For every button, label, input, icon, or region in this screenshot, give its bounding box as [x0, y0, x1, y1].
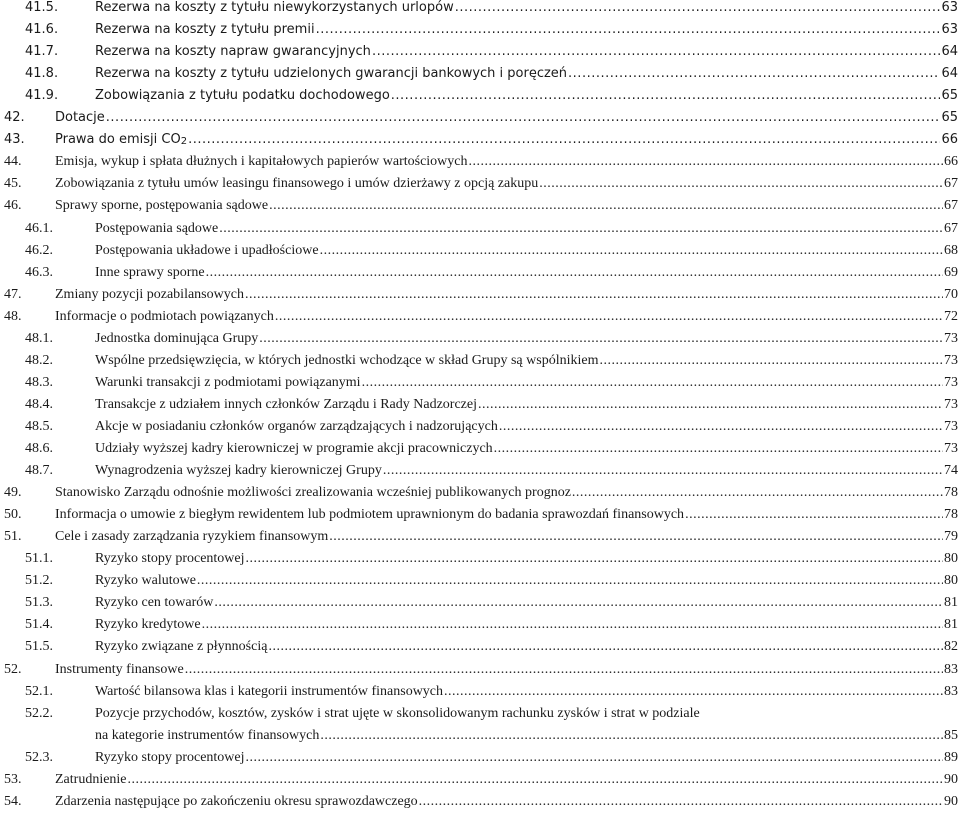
toc-entry-title-text: Dotacje [55, 110, 105, 126]
toc-entry-title [95, 418, 498, 435]
dot-leader [245, 286, 943, 303]
toc-entry-page: 73 [944, 330, 958, 346]
toc-entry-number: 51.5. [25, 639, 53, 655]
toc-entry-title-text: Informacja o umowie z biegłym rewidentem lub podmiotem uprawnionym do badania sprawozdań finansowych [55, 507, 685, 523]
toc-entry-title-text: Transakcje z udziałem innych członków Zarządu i Rady Nadzorczej [95, 396, 477, 412]
toc-entry-page: 81 [944, 595, 958, 611]
dot-leader [106, 109, 941, 126]
toc-entry-title [95, 440, 493, 457]
dot-leader [259, 330, 943, 347]
toc-entry-number: 41.5. [25, 0, 59, 15]
dot-leader [316, 21, 941, 38]
toc-entry-page: 73 [944, 352, 958, 368]
toc-entry-number: 48.3. [25, 374, 53, 390]
toc-entry-title [55, 661, 184, 678]
toc-entry-page: 67 [944, 176, 958, 192]
toc-entry-page: 69 [944, 264, 958, 280]
dot-leader [214, 594, 943, 611]
toc-entry-number: 41.7. [25, 44, 59, 60]
toc-entry-page: 73 [944, 374, 958, 390]
toc-entry-page: 79 [944, 529, 958, 545]
toc-entry-page: 90 [944, 771, 958, 787]
dot-leader [599, 352, 943, 369]
toc-entry-title-text: Ryzyko kredytowe [95, 617, 201, 633]
toc-entry-number: 53. [4, 771, 22, 787]
toc-entry-title-text: Sprawy sporne, postępowania sądowe [55, 198, 269, 214]
dot-leader [320, 242, 943, 259]
toc-entry-page: 81 [944, 617, 958, 633]
toc-entry-number: 46.2. [25, 242, 53, 258]
toc-entry-title [95, 462, 382, 479]
toc-entry-title [55, 286, 244, 303]
toc-entry-number: 51.1. [25, 551, 53, 567]
toc-entry-title [55, 109, 105, 126]
dot-leader [197, 572, 943, 589]
toc-entry-title-text: Zobowiązania z tytułu umów leasingu finansowego i umów dzierżawy z opcją zakupu [55, 176, 539, 192]
dot-leader [329, 528, 943, 545]
toc-entry-title [95, 264, 205, 281]
toc-entry-title-text: Postępowania sądowe [95, 220, 219, 236]
toc-entry-title [95, 638, 267, 655]
toc-entry-page: 89 [944, 749, 958, 765]
toc-entry-number: 52. [4, 661, 22, 677]
toc-entry-number: 42. [4, 110, 25, 126]
toc-entry-page: 63 [941, 0, 958, 15]
toc-entry-title-text: Postępowania układowe i upadłościowe [95, 242, 319, 258]
dot-leader [391, 87, 941, 104]
toc-entry-title [95, 242, 319, 259]
toc-entry-title: Pozycje przychodów, kosztów, zysków i strat ujęte w skonsolidowanym rachunku zysków i strat w podziale [95, 705, 700, 721]
toc-entry-title-text: Prawa do emisji CO [55, 132, 181, 148]
dot-leader [246, 749, 943, 766]
toc-entry-title [95, 550, 245, 567]
toc-entry-title [95, 749, 245, 766]
toc-entry-page: 78 [944, 507, 958, 523]
toc-entry-title-text: Akcje w posiadaniu członków organów zarządzających i nadzorujących [95, 418, 498, 434]
toc-entry-title-text: Rezerwa na koszty z tytułu udzielonych gwarancji bankowych i poręczeń [95, 66, 568, 82]
toc-entry-number: 52.3. [25, 749, 53, 765]
toc-entry-page: 68 [944, 242, 958, 258]
toc-entry-page: 64 [941, 66, 958, 82]
toc-entry-title-text: Zatrudnienie [55, 771, 127, 787]
toc-entry-page: 66 [941, 132, 958, 148]
toc-entry-title-text: Ryzyko stopy procentowej [95, 551, 245, 567]
dot-leader [419, 793, 943, 810]
toc-entry-title-text: Rezerwa na koszty z tytułu niewykorzystanych urlopów [95, 0, 454, 15]
toc-entry-number: 54. [4, 793, 22, 809]
dot-leader [268, 638, 943, 655]
toc-entry-title [95, 374, 361, 391]
toc-entry-title [95, 396, 477, 413]
dot-leader [206, 264, 943, 281]
toc-entry-number: 48.7. [25, 463, 53, 479]
toc-entry-title-text: Cele i zasady zarządzania ryzykiem finansowym [55, 529, 329, 545]
toc-entry-title-text: Zobowiązania z tytułu podatku dochodowego [95, 88, 390, 104]
toc-entry-number: 48.2. [25, 352, 53, 368]
toc-entry-title-text: Inne sprawy sporne [95, 264, 205, 280]
toc-entry-number: 51. [4, 529, 22, 545]
toc-entry-title [95, 330, 258, 347]
dot-leader [185, 661, 943, 678]
toc-entry-title [55, 175, 538, 192]
dot-leader [478, 396, 943, 413]
toc-entry-title-text: Wspólne przedsięwzięcia, w których jednostki wchodzące w skład Grupy są wspólnikiem [95, 352, 599, 368]
dot-leader [494, 440, 943, 457]
toc-entry-page: 73 [944, 441, 958, 456]
toc-entry-number: 50. [4, 507, 22, 523]
dot-leader [499, 418, 943, 435]
toc-entry-title [55, 771, 127, 788]
toc-entry-page: 73 [944, 418, 958, 434]
toc-entry-number: 52.2. [25, 705, 53, 721]
toc-entry-page: 78 [944, 485, 958, 501]
subscript: 2 [180, 136, 188, 148]
toc-entry-page: 72 [944, 308, 958, 324]
toc-entry-page: 70 [944, 286, 958, 302]
toc-entry-page: 66 [944, 154, 958, 170]
toc-entry-title [95, 0, 454, 16]
toc-entry-title [55, 793, 418, 810]
toc-entry-title-text: Udziały wyższej kadry kierowniczej w programie akcji pracowniczych [95, 441, 493, 456]
toc-entry-title-text: Ryzyko cen towarów [95, 595, 214, 611]
toc-entry-title-text: Stanowisko Zarządu odnośnie możliwości zrealizowania wcześniej publikowanych prognoz [55, 485, 571, 501]
dot-leader [320, 727, 943, 744]
toc-entry-page: 85 [944, 727, 958, 743]
toc-entry-page: 82 [944, 639, 958, 655]
toc-entry-number: 48.5. [25, 418, 53, 434]
toc-entry-number: 46.1. [25, 220, 53, 236]
dot-leader [572, 484, 943, 501]
toc-entry-title [55, 506, 684, 523]
toc-entry-title [55, 131, 187, 150]
toc-entry-page: 80 [944, 573, 958, 589]
toc-entry-page: 90 [944, 793, 958, 809]
toc-entry-page: 67 [944, 220, 958, 236]
toc-entry-title [55, 528, 328, 545]
toc-entry-title-text: Instrumenty finansowe [55, 661, 184, 677]
toc-entry-number: 48.4. [25, 396, 53, 412]
dot-leader [246, 550, 943, 567]
toc-entry-page: 83 [944, 661, 958, 677]
dot-leader [362, 374, 943, 391]
toc-entry-number: 47. [4, 286, 22, 302]
toc-entry-title-text: Ryzyko walutowe [95, 573, 196, 589]
toc-entry-title [55, 197, 268, 214]
dot-leader [539, 175, 943, 192]
toc-entry-title [95, 352, 598, 369]
toc-entry-number: 46.3. [25, 264, 53, 280]
dot-leader [469, 153, 943, 170]
toc-entry-page: 67 [944, 198, 958, 214]
toc-entry-number: 44. [4, 154, 22, 170]
toc-entry-title [95, 572, 196, 589]
toc-entry-number: 51.2. [25, 573, 53, 589]
dot-leader [219, 220, 943, 237]
toc-entry-title-text: Jednostka dominująca Grupy [95, 330, 259, 346]
dot-leader [455, 0, 941, 16]
toc-entry-page: 64 [941, 44, 958, 60]
dot-leader [188, 131, 940, 148]
toc-entry-title [55, 308, 274, 325]
toc-entry-title [95, 87, 390, 104]
toc-entry-page: 74 [944, 463, 958, 479]
toc-entry-title [95, 65, 567, 82]
toc-entry-number: 51.4. [25, 617, 53, 633]
toc-entry-title-text: Emisja, wykup i spłata dłużnych i kapitałowych papierów wartościowych [55, 154, 468, 170]
toc-entry-page: 83 [944, 683, 958, 699]
toc-entry-page: 73 [944, 396, 958, 412]
toc-entry-title-text: Wartość bilansowa klas i kategorii instrumentów finansowych [95, 683, 444, 699]
toc-entry-title [95, 220, 218, 237]
toc-entry-number: 48. [4, 308, 22, 324]
dot-leader [275, 308, 943, 325]
toc-entry-title [95, 594, 213, 611]
toc-entry-title-text: Warunki transakcji z podmiotami powiązanymi [95, 374, 361, 390]
toc-entry-number: 49. [4, 485, 22, 501]
dot-leader [383, 462, 943, 479]
toc-entry-title [95, 683, 443, 700]
toc-entry-title-text: Rezerwa na koszty napraw gwarancyjnych [95, 44, 371, 60]
toc-entry-title [95, 21, 315, 38]
toc-entry-title-text: Rezerwa na koszty z tytułu premii [95, 22, 315, 38]
toc-entry-title-continuation: na kategorie instrumentów finansowych [95, 727, 320, 743]
toc-entry-number: 48.1. [25, 330, 53, 346]
toc-entry-page: 80 [944, 551, 958, 567]
dot-leader [202, 616, 943, 633]
toc-entry-title-text: Wynagrodzenia wyższej kadry kierowniczej Grupy [95, 463, 382, 479]
toc-entry-title-text: Ryzyko związane z płynnością [95, 639, 268, 655]
toc-entry-number: 48.6. [25, 441, 53, 456]
toc-entry-number: 41.6. [25, 22, 59, 38]
dot-leader [568, 65, 940, 82]
toc-entry-number: 52.1. [25, 683, 53, 699]
toc-entry-title [95, 616, 201, 633]
toc-entry-title [55, 484, 571, 501]
toc-entry-title-text: Zmiany pozycji pozabilansowych [55, 286, 244, 302]
dot-leader [685, 506, 943, 523]
toc-entry-page: 63 [941, 22, 958, 38]
toc-entry-page: 65 [941, 88, 958, 104]
dot-leader [444, 683, 943, 700]
dot-leader [128, 771, 943, 788]
toc-entry-title-text: Ryzyko stopy procentowej [95, 749, 245, 765]
toc-entry-number: 46. [4, 198, 22, 214]
toc-entry-number: 43. [4, 132, 25, 148]
dot-leader [269, 197, 943, 214]
toc-entry-number: 51.3. [25, 595, 53, 611]
toc-entry-title-text: Informacje o podmiotach powiązanych [55, 308, 274, 324]
toc-entry-number: 45. [4, 176, 22, 192]
toc-entry-number: 41.8. [25, 66, 59, 82]
toc-entry-number: 41.9. [25, 88, 59, 104]
toc-entry-page: 65 [941, 110, 958, 126]
dot-leader [372, 43, 941, 60]
toc-entry-title-text: Zdarzenia następujące po zakończeniu okresu sprawozdawczego [55, 793, 418, 809]
toc-entry-title [55, 153, 468, 170]
toc-entry-title [95, 43, 371, 60]
